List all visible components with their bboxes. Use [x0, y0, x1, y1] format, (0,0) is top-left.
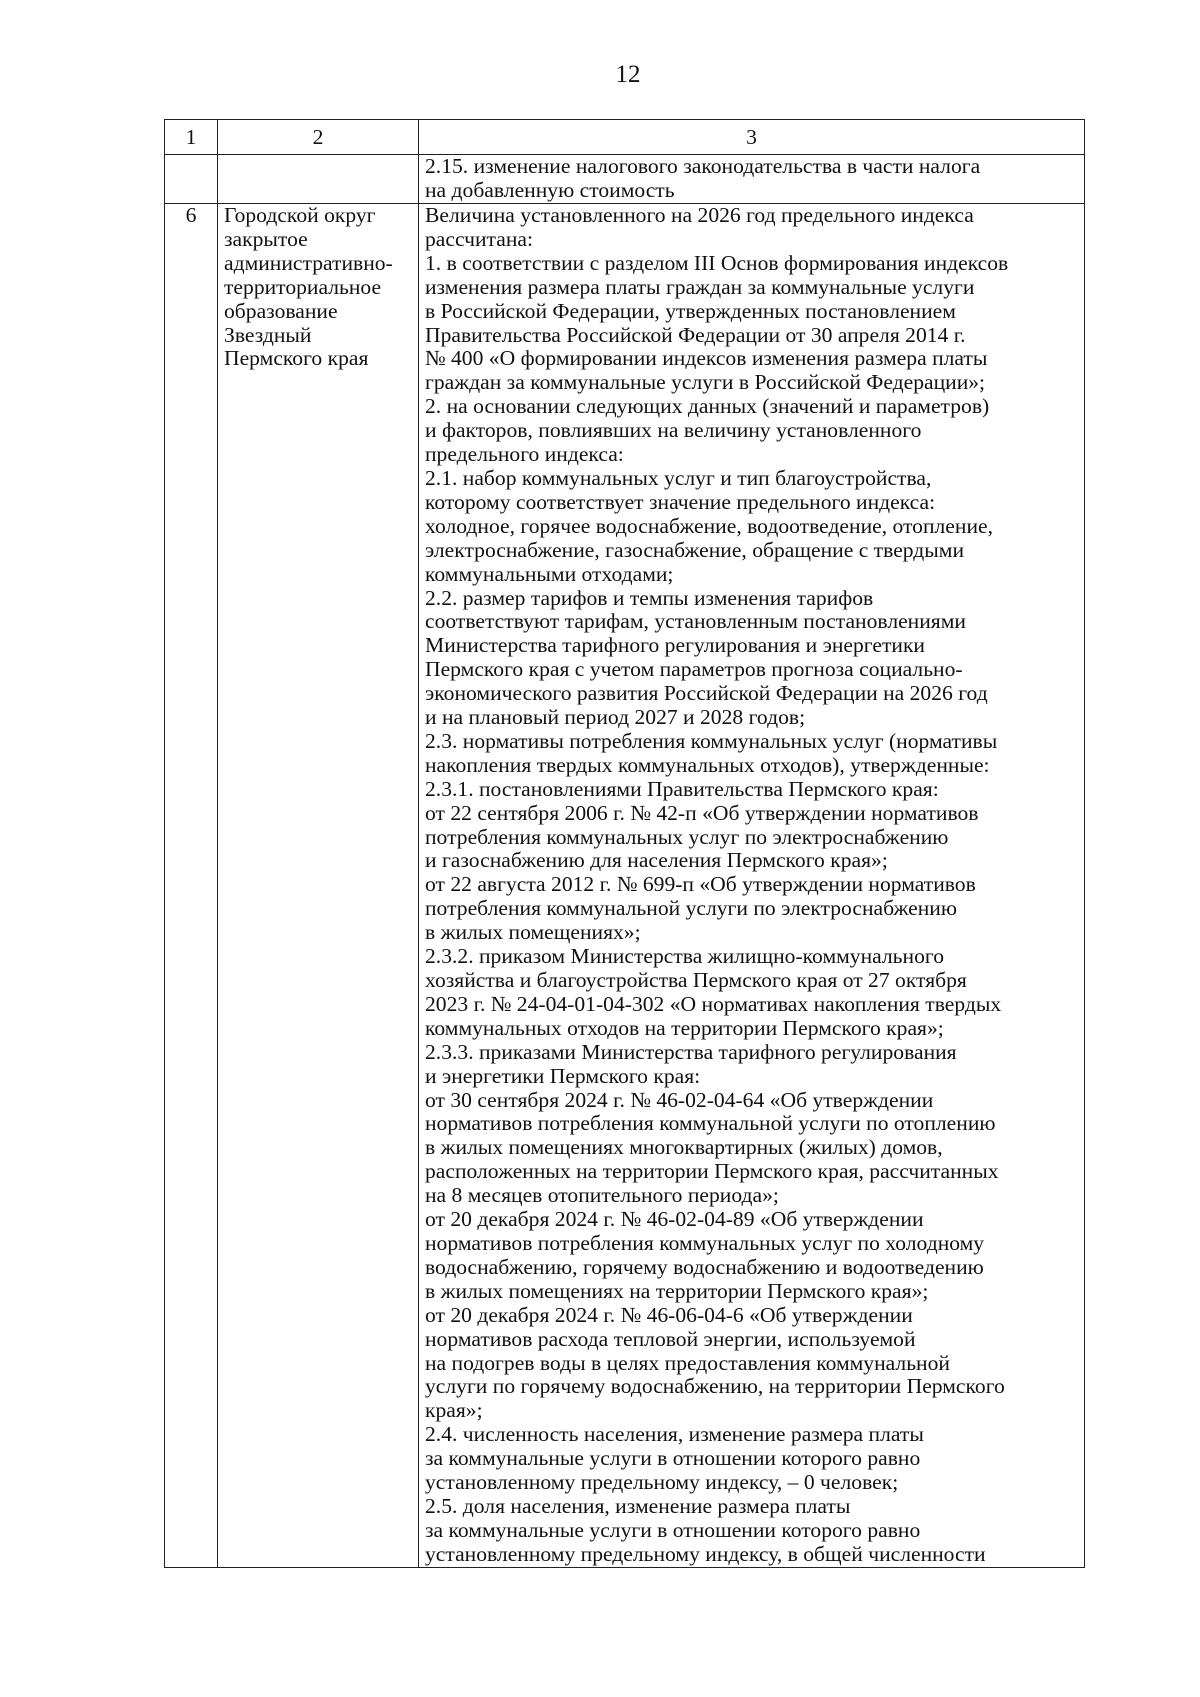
text-line: рассчитана:	[425, 226, 533, 251]
text-line: в жилых помещениях многоквартирных (жилых) домов,	[425, 1135, 943, 1160]
entity-cell	[218, 204, 419, 1568]
text-line: изменения размера платы граждан за коммунальные услуги	[425, 274, 975, 299]
text-line: 2.2. размер тарифов и темпы изменения тарифов	[425, 585, 874, 610]
page-number: 12	[615, 61, 641, 88]
text-line: от 30 сентября 2024 г. № 46-02-04-64 «Об утверждении	[425, 1087, 934, 1112]
header-cell-2: 2	[218, 120, 419, 155]
table-header-row	[165, 120, 1085, 155]
text-line: образование	[224, 298, 338, 323]
text-line: от 22 сентября 2006 г. № 42-п «Об утверждении нормативов	[425, 800, 979, 825]
text-line: в Российской Федерации, утвержденных постановлением	[425, 298, 956, 323]
table-row	[165, 204, 1085, 1568]
text-line: от 20 декабря 2024 г. № 46-02-04-89 «Об утверждении	[425, 1207, 924, 1232]
text-line: за коммунальные услуги в отношении которого равно	[425, 1446, 921, 1471]
text-line: соответствуют тарифам, установленным постановлениями	[425, 609, 966, 634]
row-number-cell	[165, 155, 218, 204]
text-line: коммунальными отходами;	[425, 561, 674, 586]
text-cell	[419, 155, 1085, 204]
text-line: 2023 г. № 24-04-01-04-302 «О нормативах накопления твердых	[425, 991, 1002, 1016]
text-line: 2. на основании следующих данных (значений и параметров)	[425, 394, 990, 419]
row-number-cell: 6	[165, 204, 218, 1568]
text-line: на подогрев воды в целях предоставления коммунальной	[425, 1350, 950, 1375]
text-line: территориальное	[224, 274, 382, 299]
text-line: 2.15. изменение налогового законодательства в части налога	[425, 154, 981, 178]
text-line: административно-	[224, 250, 393, 275]
text-line: нормативов потребления коммунальной услуги по отоплению	[425, 1111, 996, 1136]
text-line: услуги по горячему водоснабжению, на территории Пермского	[425, 1374, 1005, 1399]
text-line: установленному предельному индексу, в общей численности	[425, 1541, 986, 1566]
text-line: и энергетики Пермского края:	[425, 1063, 701, 1088]
text-line: 2.1. набор коммунальных услуг и тип благоустройства,	[425, 465, 932, 490]
text-line: 2.3.2. приказом Министерства жилищно-коммунального	[425, 944, 944, 969]
text-line: края»;	[425, 1398, 483, 1423]
text-line: холодное, горячее водоснабжение, водоотведение, отопление,	[425, 513, 993, 538]
text-line: хозяйства и благоустройства Пермского края от 27 октября	[425, 968, 967, 992]
text-line: накопления твердых коммунальных отходов), утвержденные:	[425, 752, 990, 777]
text-line: 2.3.3. приказами Министерства тарифного регулирования	[425, 1039, 957, 1064]
text-cell	[419, 204, 1085, 1568]
text-line: Пермского края	[224, 346, 369, 371]
text-line: от 20 декабря 2024 г. № 46-06-04-6 «Об утверждении	[425, 1302, 913, 1327]
text-line: и на плановый период 2027 и 2028 годов;	[425, 705, 806, 730]
text-line: граждан за коммунальные услуги в Российской Федерации»;	[425, 370, 986, 395]
text-line: № 400 «О формировании индексов изменения размера платы	[425, 346, 988, 371]
document-table	[164, 119, 1085, 1568]
text-line: экономического развития Российской Федерации на 2026 год	[425, 681, 988, 706]
text-line: 2.5. доля населения, изменение размера платы	[425, 1493, 851, 1518]
text-line: и газоснабжению для населения Пермского края»;	[425, 848, 888, 873]
text-line: Пермского края с учетом параметров прогноза социально-	[425, 657, 963, 682]
text-line: Правительства Российской Федерации от 30 апреля 2014 г.	[425, 322, 966, 347]
table-row-continuation	[165, 155, 1085, 204]
text-line: Звездный	[224, 322, 312, 347]
text-line: в жилых помещениях на территории Пермского края»;	[425, 1278, 929, 1303]
text-line: от 22 августа 2012 г. № 699-п «Об утверждении нормативов	[425, 872, 976, 897]
text-line: расположенных на территории Пермского края, рассчитанных	[425, 1159, 999, 1184]
header-cell-1: 1	[165, 120, 218, 155]
text-line: которому соответствует значение предельного индекса:	[425, 489, 936, 514]
text-line: закрытое	[224, 226, 308, 251]
entity-cell	[218, 155, 419, 204]
text-line: нормативов расхода тепловой энергии, используемой	[425, 1326, 916, 1351]
text-line: коммунальных отходов на территории Пермского края»;	[425, 1015, 944, 1040]
text-line: на добавленную стоимость	[425, 177, 675, 202]
text-line: предельного индекса:	[425, 442, 624, 467]
text-line: 2.3.1. постановлениями Правительства Пермского края:	[425, 776, 939, 801]
text-line: потребления коммунальной услуги по электроснабжению	[425, 896, 957, 921]
text-line: нормативов потребления коммунальных услуг по холодному	[425, 1230, 985, 1255]
text-line: потребления коммунальных услуг по электроснабжению	[425, 824, 949, 849]
text-line: в жилых помещениях»;	[425, 920, 641, 945]
text-line: 2.4. численность населения, изменение размера платы	[425, 1422, 924, 1447]
header-cell-3: 3	[419, 120, 1085, 155]
text-line: Городской округ	[224, 203, 376, 227]
text-line: и факторов, повлиявших на величину установленного	[425, 418, 922, 443]
text-line: 1. в соответствии с разделом III Основ формирования индексов	[425, 250, 1009, 275]
text-line: установленному предельному индексу, – 0 человек;	[425, 1470, 899, 1495]
text-line: на 8 месяцев отопительного периода»;	[425, 1183, 779, 1208]
text-line: Министерства тарифного регулирования и энергетики	[425, 633, 925, 658]
text-line: 2.3. нормативы потребления коммунальных услуг (нормативы	[425, 728, 998, 753]
text-line: за коммунальные услуги в отношении которого равно	[425, 1517, 921, 1542]
text-line: Величина установленного на 2026 год предельного индекса	[425, 203, 974, 227]
text-line: электроснабжение, газоснабжение, обращение с твердыми	[425, 537, 964, 562]
text-line: водоснабжению, горячему водоснабжению и водоотведению	[425, 1254, 984, 1279]
